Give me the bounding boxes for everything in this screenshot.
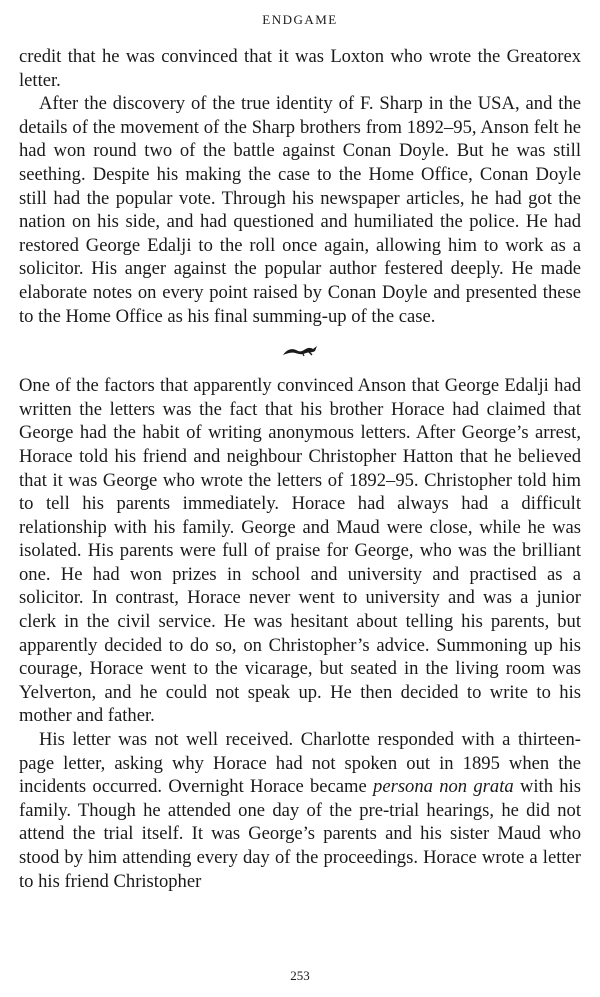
paragraph-horace-claim: One of the factors that apparently convinced Anson that George Edalji had written the letters was the fact that his brother Horace had claimed that George had the habit of writing anonymous letters. After George’s arrest, Horace told his friend and neighbour Christopher Hatton that he believed that it was George who wrote the letters of 1892–95. Christopher told him to tell his parents immediately. Horace had always had a difficult relationship with his family. George and Maud were close, while he was isolated. His parents were full of praise for George, who was the brilliant one. He had won prizes in school and university and practised as a solicitor. In contrast, Horace never went to university and was a junior clerk in the civil service. He was hesitant about telling his parents, but apparently decided to do so, on Christopher’s advice. Summoning up his courage, Horace went to the vicarage, but seated in the living room was Yelverton, and he could not speak up. He then decided to write to his mother and father. (19, 375, 581, 727)
section-break-fleuron-icon (282, 345, 318, 357)
paragraph-anson-round-two: After the discovery of the true identity of F. Sharp in the USA, and the details of the movement of the Sharp brothers from 1892–95, Anson felt he had won round two of the battle against Conan Doyle. But he was still seething. Despite his making the case to the Home Office, Conan Doyle still had the popular vote. Through his newspaper articles, he had got the nation on his side, and had questioned and humiliated the police. He had restored George Edalji to the roll once again, allowing him to work as a solicitor. His anger against the popular author festered deeply. He made elaborate notes on every point raised by Conan Doyle and presented these to the Home Office as his final summing-up of the case. (19, 93, 581, 327)
body-text (19, 45, 581, 893)
section-break (19, 328, 581, 374)
paragraph-continued: credit that he was convinced that it was Loxton who wrote the Greatorex letter. (19, 46, 581, 91)
paragraph-text-end: with his family. Though he attended one day of the pre-trial hearings, he did not attend the trial itself. It was George’s parents and his sister Maud who stood by him attending every day of the proceedings. Horace wrote a letter to his friend Christopher (19, 776, 581, 892)
running-head: ENDGAME (262, 12, 338, 27)
paragraph-text-start: His letter was not well received. Charlotte responded with a thirteen-page letter, asking why Horace had not spoken out in 1895 when the incidents occurred. Overnight Horace became (19, 729, 581, 798)
italic-phrase: persona non grata (373, 776, 514, 798)
page-number: 253 (290, 968, 310, 983)
paragraph-letter-not-received (19, 728, 581, 893)
